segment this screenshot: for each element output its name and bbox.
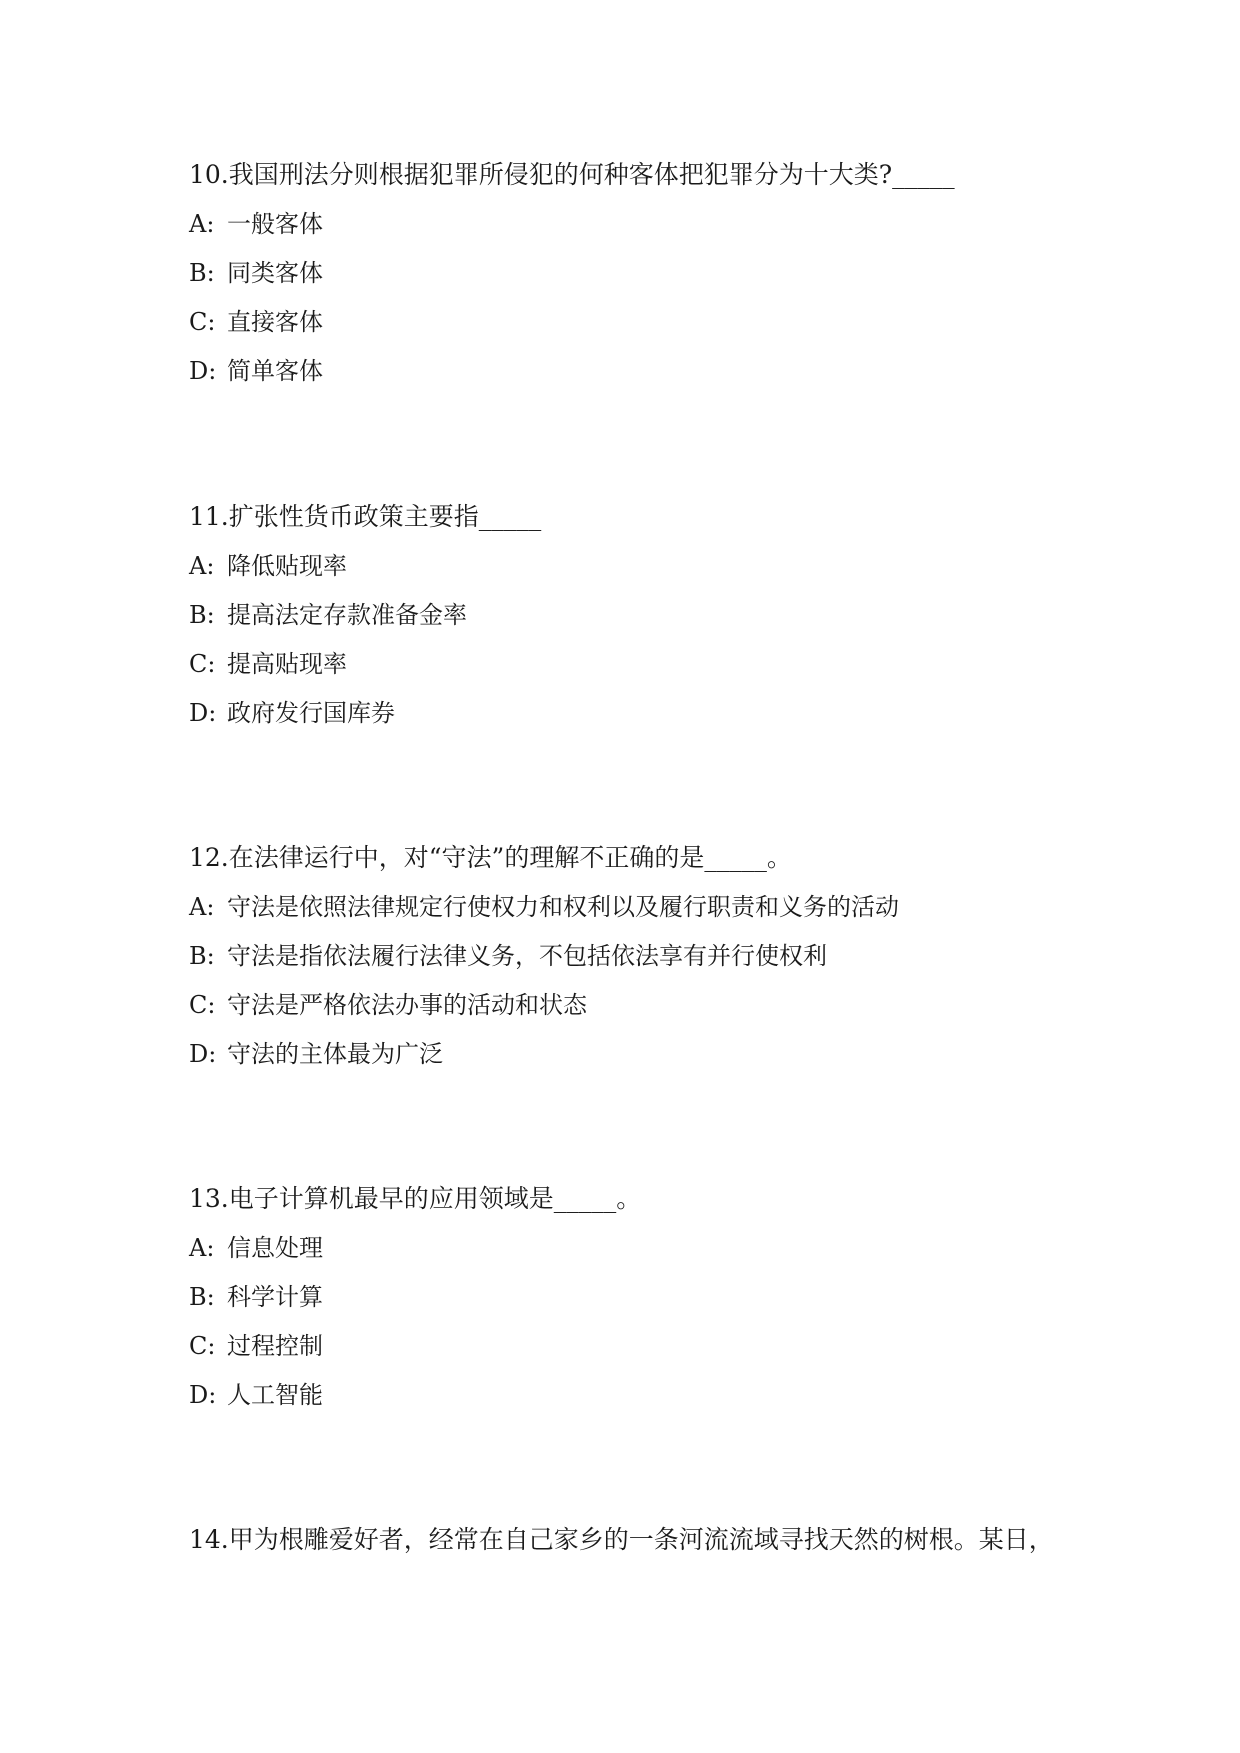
option-text: 守法是指依法履行法律义务，不包括依法享有并行使权利: [227, 942, 827, 970]
option-letter: B:: [189, 1283, 215, 1311]
question-text: 13.电子计算机最早的应用领域是_____。: [189, 1184, 642, 1213]
question-12: [189, 843, 1089, 1069]
question-14: [189, 1525, 1089, 1555]
question-text: 11.扩张性货币政策主要指_____: [189, 502, 542, 531]
option-text: 一般客体: [227, 210, 323, 238]
option-letter: D:: [189, 357, 217, 385]
option-c: [189, 307, 1089, 337]
option-text: 降低贴现率: [227, 552, 347, 580]
option-text: 提高贴现率: [227, 650, 347, 678]
option-text: 科学计算: [227, 1283, 323, 1311]
option-letter: D:: [189, 1040, 217, 1068]
option-text: 直接客体: [227, 308, 323, 336]
option-text: 过程控制: [227, 1332, 323, 1360]
option-b: [189, 258, 1089, 288]
option-letter: B:: [189, 259, 215, 287]
option-text: 守法的主体最为广泛: [227, 1040, 443, 1068]
option-c: [189, 1331, 1089, 1361]
option-letter: A:: [189, 210, 215, 238]
option-letter: B:: [189, 601, 215, 629]
option-d: [189, 1380, 1089, 1410]
option-c: [189, 990, 1089, 1020]
option-letter: C:: [189, 1332, 216, 1360]
option-letter: D:: [189, 1381, 217, 1409]
option-a: [189, 1233, 1089, 1263]
option-text: 同类客体: [227, 259, 323, 287]
option-d: [189, 356, 1089, 386]
option-letter: A:: [189, 893, 215, 921]
option-text: 简单客体: [227, 357, 323, 385]
option-text: 守法是严格依法办事的活动和状态: [227, 991, 587, 1019]
option-text: 人工智能: [227, 1381, 323, 1409]
question-13: [189, 1184, 1089, 1410]
option-letter: A:: [189, 1234, 215, 1262]
option-letter: C:: [189, 650, 216, 678]
question-11: [189, 502, 1089, 728]
question-text: 12.在法律运行中，对“守法”的理解不正确的是_____。: [189, 843, 792, 872]
question-text: 10.我国刑法分则根据犯罪所侵犯的何种客体把犯罪分为十大类?_____: [189, 160, 955, 189]
option-b: [189, 600, 1089, 630]
option-letter: A:: [189, 552, 215, 580]
question-text: 14.甲为根雕爱好者，经常在自己家乡的一条河流流域寻找天然的树根。某日，: [189, 1525, 1054, 1554]
option-b: [189, 941, 1089, 971]
option-letter: D:: [189, 699, 217, 727]
option-b: [189, 1282, 1089, 1312]
option-text: 提高法定存款准备金率: [227, 601, 467, 629]
option-a: [189, 209, 1089, 239]
option-text: 政府发行国库券: [227, 699, 395, 727]
option-text: 信息处理: [227, 1234, 323, 1262]
question-10: [189, 160, 1089, 386]
option-d: [189, 698, 1089, 728]
option-text: 守法是依照法律规定行使权力和权利以及履行职责和义务的活动: [227, 893, 899, 921]
option-letter: C:: [189, 308, 216, 336]
option-a: [189, 551, 1089, 581]
option-c: [189, 649, 1089, 679]
option-d: [189, 1039, 1089, 1069]
option-letter: C:: [189, 991, 216, 1019]
option-a: [189, 892, 1089, 922]
option-letter: B:: [189, 942, 215, 970]
